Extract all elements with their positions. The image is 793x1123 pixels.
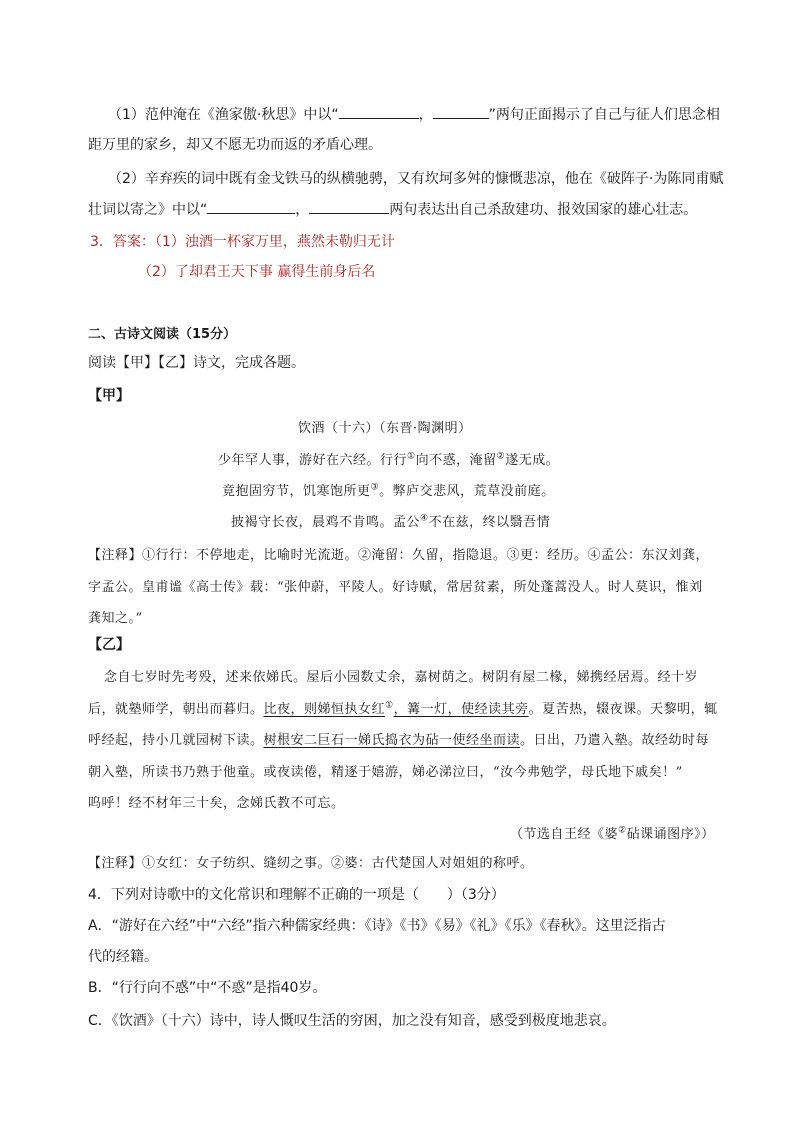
q3-item2-prefix: 壮词以寄之》中以“ bbox=[88, 202, 208, 218]
jia-label: 【甲】 bbox=[88, 388, 130, 404]
prose-line-2 bbox=[88, 698, 718, 717]
answer-blank[interactable] bbox=[339, 104, 419, 119]
footnote-marker: ③ bbox=[370, 482, 380, 493]
q3-item1-prefix: （1）范仲淹在《渔家傲·秋思》中以“ bbox=[108, 107, 339, 123]
prose-line-4: 朝入塾，所读书乃熟于他童。或夜读倦，精逐于嬉游，娣必涕泣曰，“汝今弗勉学，母氏地下戚矣！” bbox=[88, 765, 683, 780]
answer-label: 3．答案： bbox=[90, 234, 155, 250]
q3-item1-suffix: ”两句正面揭示了自己与征人们思念相 bbox=[488, 107, 720, 123]
q4-option-b[interactable]: B．“行行向不惑”中“不惑”是指40岁。 bbox=[88, 980, 327, 996]
underlined-sentence: ，篝一灯，使经读其旁 bbox=[393, 702, 529, 717]
footnote-marker: ② bbox=[618, 825, 627, 836]
note-jia-line-1: 【注释】①行行：不停地走，比喻时光流逝。②淹留：久留，指隐退。③更：经历。④孟公：东汉刘龚， bbox=[88, 548, 710, 563]
section-instruction: 阅读【甲】【乙】诗文，完成各题。 bbox=[88, 355, 305, 371]
prose-line-3-part-b: 。日出，乃遣入塾。故经幼时每 bbox=[520, 733, 710, 748]
prose-line-1: 念自七岁时先考殁，述来依娣氏。屋后小园数丈余，嘉树荫之。树阴有屋二椽，娣携经居焉。经十岁 bbox=[104, 670, 699, 685]
answer-1: （1）浊酒一杯家万里，燕然未勒归无计 bbox=[154, 234, 395, 250]
prose-line-2-part-a: 后，就塾师学，朝出而暮归。 bbox=[88, 702, 264, 717]
prose-line-2-part-b: 。夏苦热，辍夜课。天黎明，辄 bbox=[528, 702, 718, 717]
q4-option-a-line2: 代的经籍。 bbox=[88, 949, 158, 965]
footnote-marker: ① bbox=[407, 451, 416, 462]
poem-line-2 bbox=[222, 480, 555, 499]
q3-item2-line1: （2）辛弃疾的词中既有金戈铁马的纵横驰骋，又有坎坷多舛的慷慨悲凉，他在《破阵子·为陈同甫赋 bbox=[108, 171, 724, 187]
poem-title: 饮酒（十六）（东晋·陶渊明） bbox=[298, 421, 472, 436]
q3-item1-line1 bbox=[108, 104, 720, 124]
answer-blank[interactable] bbox=[207, 199, 295, 214]
source-citation-part-b: 砧课诵图序》） bbox=[626, 827, 715, 842]
poem-line-1-part-c: 遂无成。 bbox=[505, 453, 560, 468]
poem-line-1 bbox=[218, 449, 559, 468]
yi-label: 【乙】 bbox=[88, 637, 130, 653]
poem-line-3-part-b: 不在兹，终以翳吾情 bbox=[428, 515, 551, 530]
q3-item2-suffix: 两句表达出自己杀敌建功、报效国家的雄心壮志。 bbox=[389, 202, 698, 218]
q3-answer-line1 bbox=[90, 231, 395, 251]
poem-line-2-part-b: 。弊庐交悲风，荒草没前庭。 bbox=[379, 484, 555, 499]
poem-line-3-part-a: 披褐守长夜，晨鸡不肯鸣。孟公 bbox=[231, 515, 421, 530]
underlined-sentence: 树根安二巨石一娣氏捣衣为砧一使经坐而读 bbox=[263, 733, 521, 748]
note-jia-line-2: 字孟公。皇甫谧《高士传》载：“张仲蔚，平陵人。好诗赋，常居贫素，所处蓬蒿没人。时人莫识，惟刘 bbox=[88, 580, 703, 595]
underlined-sentence: 比夜，则娣恒执女红 bbox=[263, 702, 386, 717]
note-jia-line-3: 龚知之。” bbox=[88, 611, 143, 626]
answer-blank[interactable] bbox=[309, 199, 389, 214]
footnote-marker: ④ bbox=[420, 513, 429, 524]
prose-line-3-part-a: 呼经起，持小几就园树下读。 bbox=[88, 733, 264, 748]
footnote-marker: ② bbox=[496, 451, 506, 462]
q3-item2-line2 bbox=[88, 199, 697, 219]
poem-line-2-part-a: 竟抱固穷节，饥寒饱所更 bbox=[222, 484, 371, 499]
q3-item1-line2: 距万里的家乡，却又不愿无功而返的矛盾心理。 bbox=[88, 137, 382, 153]
note-yi: 【注释】①女红：女子纺织、缝纫之事。②婆：古代楚国人对姐姐的称呼。 bbox=[88, 856, 534, 871]
poem-line-1-part-b: 向不惑，淹留 bbox=[415, 453, 497, 468]
poem-line-1-part-a: 少年罕人事，游好在六经。行行 bbox=[218, 453, 408, 468]
answer-2: （2）了却君王天下事 赢得生前身后名 bbox=[138, 264, 376, 280]
poem-line-3 bbox=[231, 511, 550, 530]
q4-option-a-line1[interactable]: A．“游好在六经”中“六经”指六种儒家经典：《诗》《书》《易》《礼》《乐》《春秋》。这里泛指古 bbox=[88, 918, 666, 934]
blank-separator: ， bbox=[418, 107, 433, 123]
footnote-marker: ① bbox=[385, 700, 394, 711]
q4-option-c[interactable]: C．《饮酒》（十六）诗中，诗人慨叹生活的穷困，加之没有知音，感受到极度地悲哀。 bbox=[88, 1013, 616, 1029]
prose-line-5: 呜呼！经不材年三十矣，念娣氏教不可忘。 bbox=[88, 796, 345, 811]
blank-separator: ， bbox=[295, 202, 310, 218]
source-citation-part-a: （节选自王经《婆 bbox=[510, 827, 619, 842]
section-heading: 二、古诗文阅读（15分） bbox=[88, 327, 237, 342]
prose-line-3 bbox=[88, 729, 709, 748]
source-citation bbox=[510, 823, 715, 842]
q4-stem: 4．下列对诗歌中的文化常识和理解不正确的一项是（ ）（3分） bbox=[88, 887, 505, 903]
answer-blank[interactable] bbox=[433, 104, 489, 119]
